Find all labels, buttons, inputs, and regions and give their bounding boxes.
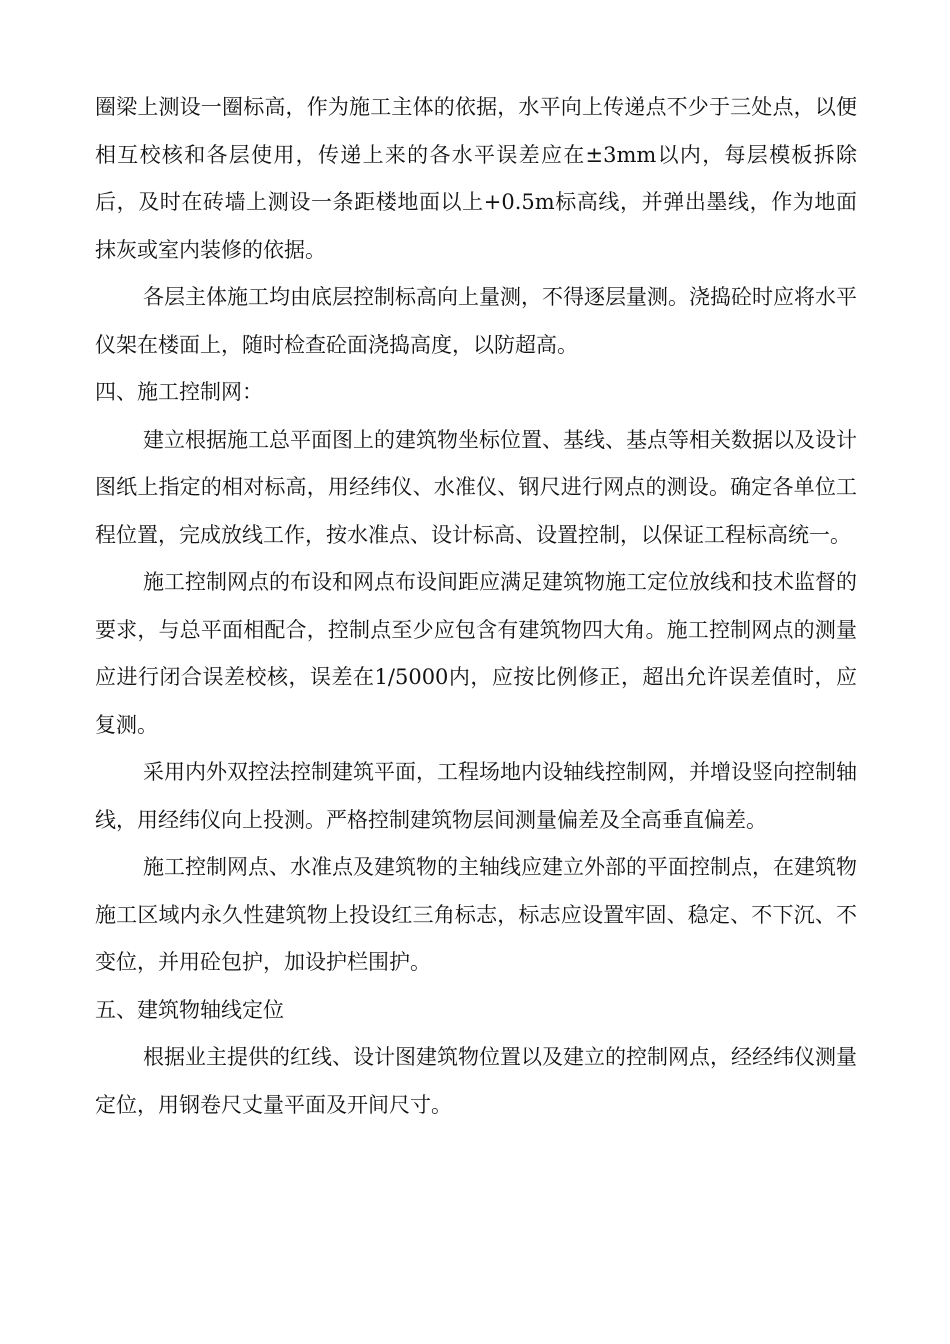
paragraph-network-setup: 建立根据施工总平面图上的建筑物坐标位置、基线、基点等相关数据以及设计图纸上指定的相对标高，用经纬仪、水准仪、钢尺进行网点的测设。确定各单位工程位置，完成放线工作，按水准点、设计标高、设置控制，以保证工程标高统一。	[95, 427, 857, 547]
section-heading-axis-positioning: 五、建筑物轴线定位	[95, 997, 284, 1022]
paragraph-axis-positioning: 根据业主提供的红线、设计图建筑物位置以及建立的控制网点，经经纬仪测量定位，用钢卷尺丈量平面及开间尺寸。	[95, 1045, 857, 1117]
paragraph-floor-elevation-marking: 圈梁上测设一圈标高，作为施工主体的依据，水平向上传递点不少于三处点，以便相互校核和各层使用，传递上来的各水平误差应在±3mm以内，每层模板拆除后，及时在砖墙上测设一条距楼地面以上+0.5m标高线，并弹出墨线，作为地面抹灰或室内装修的依据。	[95, 95, 857, 262]
paragraph-dual-control-method: 采用内外双控法控制建筑平面，工程场地内设轴线控制网，并增设竖向控制轴线，用经纬仪向上投测。严格控制建筑物层间测量偏差及全高垂直偏差。	[95, 760, 857, 832]
section-heading-control-network: 四、施工控制网：	[95, 380, 263, 404]
paragraph-floor-measurement: 各层主体施工均由底层控制标高向上量测，不得逐层量测。浇捣砼时应将水平仪架在楼面上，随时检查砼面浇捣高度，以防超高。	[95, 285, 857, 357]
paragraph-external-control-points: 施工控制网点、水准点及建筑物的主轴线应建立外部的平面控制点，在建筑物施工区域内永久性建筑物上投设红三角标志，标志应设置牢固、稳定、不下沉、不变位，并用砼包护，加设护栏围护。	[95, 855, 857, 974]
paragraph-network-point-layout: 施工控制网点的布设和网点布设间距应满足建筑物施工定位放线和技术监督的要求，与总平面相配合，控制点至少应包含有建筑物四大角。施工控制网点的测量应进行闭合误差校核，误差在1/5000内，应按比例修正，超出允许误差值时，应复测。	[95, 570, 857, 737]
document-body	[95, 84, 857, 1129]
